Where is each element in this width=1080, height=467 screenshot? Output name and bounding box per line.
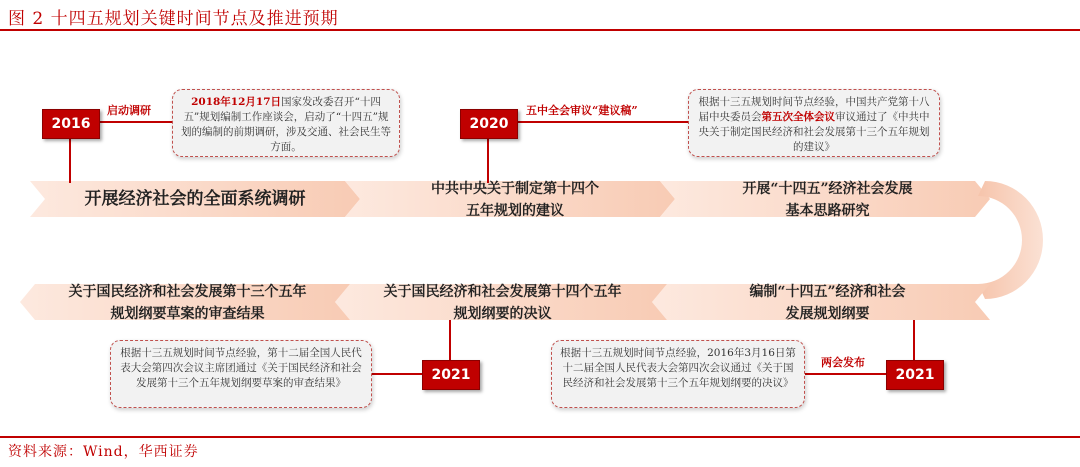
year-badge-2021-left: 2021 [422, 360, 480, 390]
label-two-sessions: 两会发布 [821, 356, 865, 369]
stage-4-line-2: 发展规划纲要 [785, 306, 870, 322]
note-2020-highlight: 第五次全体会议 [761, 111, 835, 123]
year-badge-2016: 2016 [42, 109, 100, 139]
stage-2-line-1: 中共中央关于制定第十四个 [431, 181, 599, 197]
figure-title: 图 2 十四五规划关键时间节点及推进预期 [8, 9, 339, 29]
year-badge-2020: 2020 [460, 109, 518, 139]
note-2016-text: 国家发改委召开“十四五”规划编制工作座谈会，启动了“十四五”规划的编制的前期调研，涉及交通、社会民生等方面。 [181, 96, 391, 153]
note-2016 [172, 89, 400, 157]
stage-5-line-1: 关于国民经济和社会发展第十四个五年 [383, 284, 622, 300]
note-2020-text-pre: 根据十三五规划时间节点经验，中国共产党第十八届中央委员会 [698, 96, 930, 123]
stage-5-line-2: 规划纲要的决议 [453, 306, 552, 322]
stage-4-line-1: 编制“十四五”经济和社会 [749, 284, 906, 300]
stage-2-label [375, 178, 655, 222]
note-2020-text-post: 审议通过了《中共中央关于制定国民经济和社会发展第十三个五年规划的建议》 [698, 111, 930, 153]
stage-6-line-1: 关于国民经济和社会发展第十三个五年 [68, 284, 307, 300]
footer-rule [0, 436, 1080, 438]
source-note: 资料来源：Wind，华西证券 [8, 444, 199, 460]
note-2021-right: 根据十三五规划时间节点经验，2016年3月16日第十二届全国人民代表大会第四次会议通过《关于国民经济和社会发展第十三个五年规划纲要的决议》 [551, 340, 805, 408]
stage-1-label: 开展经济社会的全面系统调研 [84, 189, 306, 209]
stage-3-label [690, 178, 965, 222]
stage-2-line-2: 五年规划的建议 [466, 203, 564, 219]
stage-3-line-2: 基本思路研究 [785, 203, 870, 219]
note-2016-date: 2018年12月17日 [191, 96, 282, 108]
label-start-research: 启动调研 [107, 104, 151, 117]
stage-6-label [40, 281, 335, 325]
stage-5-label [355, 281, 650, 325]
stage-3-line-1: 开展“十四五”经济社会发展 [742, 181, 913, 197]
label-plenum-review: 五中全会审议“建议稿” [526, 104, 638, 117]
year-badge-2021-right: 2021 [886, 360, 944, 390]
stage-4-label [690, 281, 965, 325]
note-2020 [688, 89, 940, 157]
stage-6-line-2: 规划纲要草案的审查结果 [110, 306, 265, 322]
note-2021-left: 根据十三五规划时间节点经验，第十二届全国人民代表大会第四次会议主席团通过《关于国民经济和社会发展第十三个五年规划纲要草案的审查结果》 [110, 340, 372, 408]
